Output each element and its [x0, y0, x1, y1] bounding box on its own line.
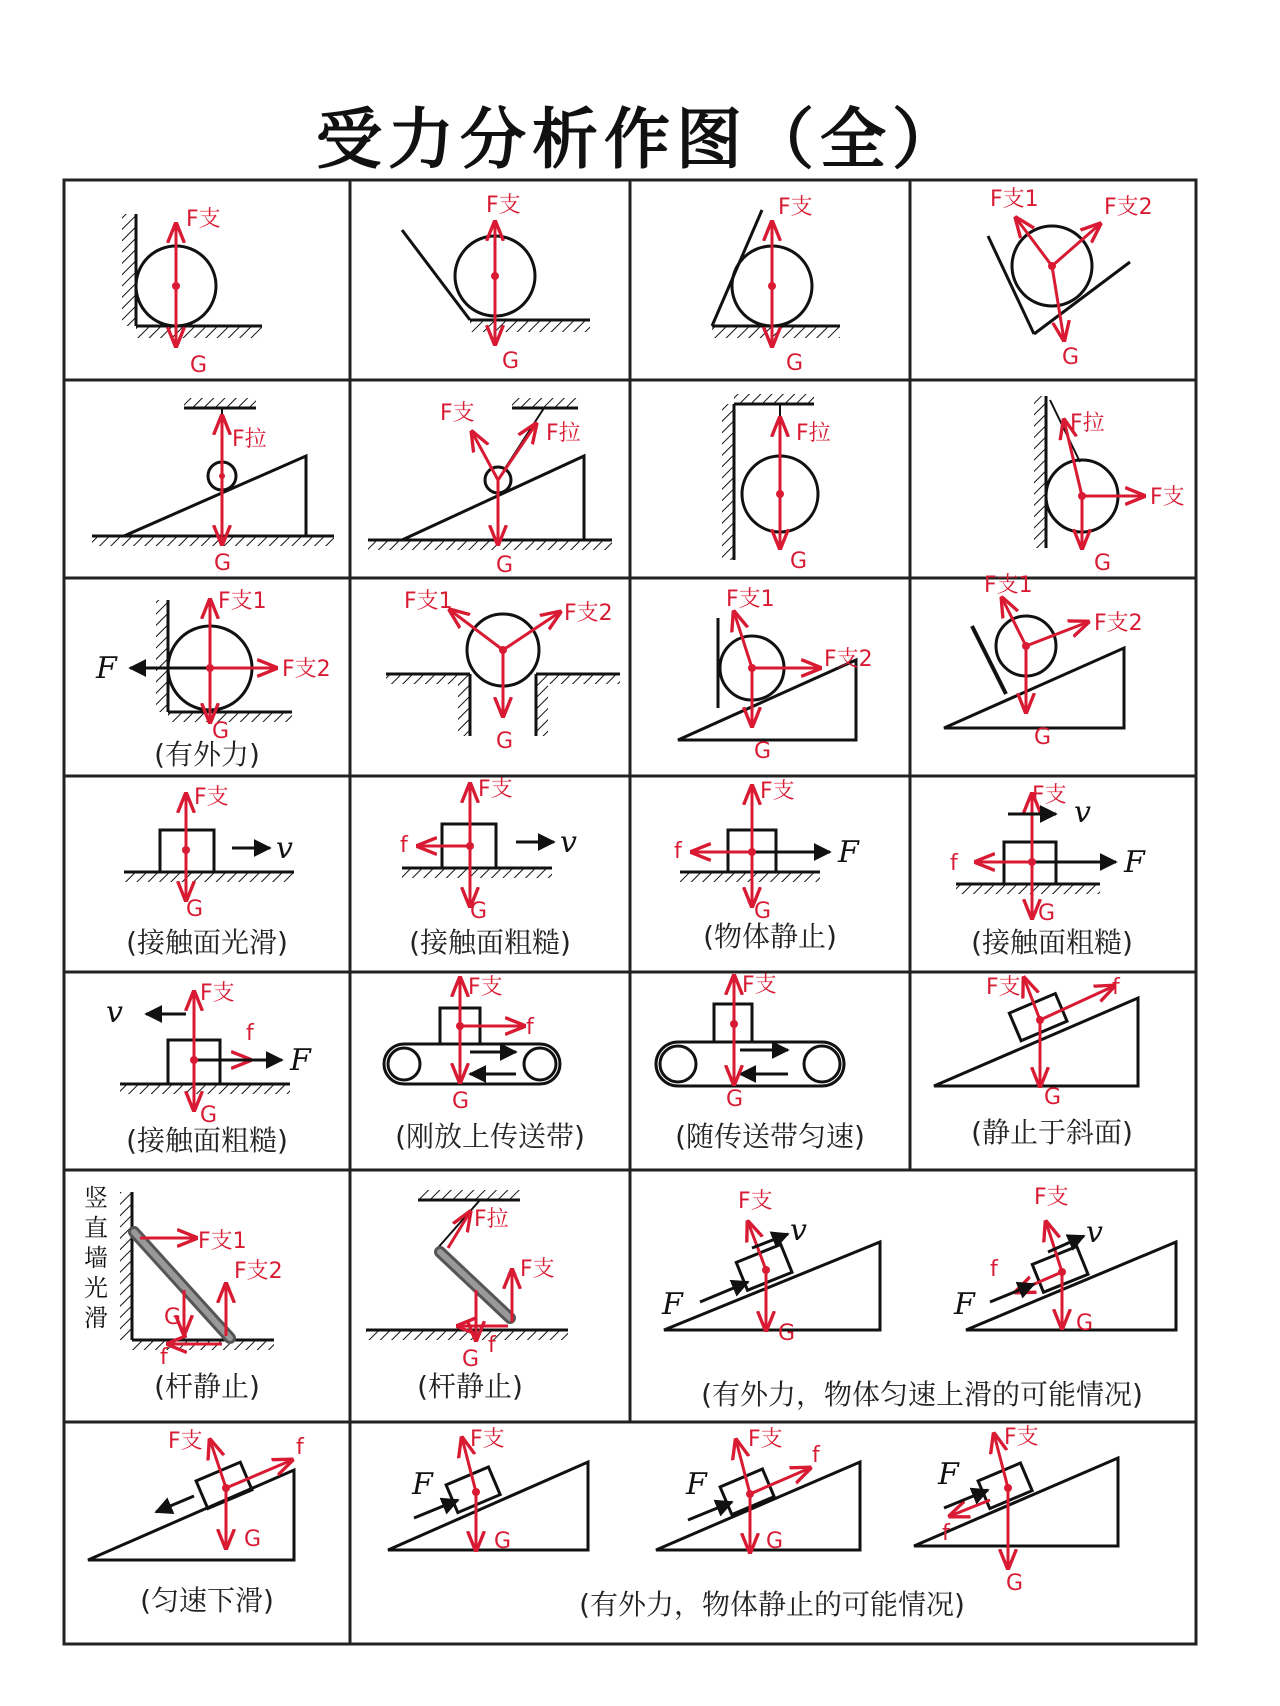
label-normal-force-2: F支2: [564, 601, 613, 626]
cell-r3c3: [678, 587, 873, 764]
label-normal-force: F支: [470, 1427, 505, 1452]
page-title: 受力分析作图（全）: [316, 101, 964, 178]
label-tension: F拉: [546, 421, 581, 446]
label-gravity: G: [470, 899, 488, 924]
cell-r1c1: [122, 207, 262, 378]
caption: (接触面粗糙): [126, 1124, 288, 1157]
cell-r7c1: [88, 1429, 305, 1617]
label-friction: f: [1112, 975, 1120, 1000]
label-gravity: G: [1034, 725, 1052, 750]
label-external-force: F: [938, 1457, 959, 1492]
label-friction: f: [488, 1333, 496, 1358]
cell-r4c4: [950, 783, 1146, 959]
label-normal-force-1: F支1: [218, 589, 267, 614]
cell-r5c4: [934, 975, 1138, 1149]
label-normal-force: F支: [778, 195, 813, 220]
label-gravity: G: [754, 899, 772, 924]
label-normal-force-2: F支2: [282, 657, 331, 682]
label-velocity: v: [106, 995, 123, 1030]
label-normal-force: F支: [742, 973, 777, 998]
cell-r2c3: [722, 394, 831, 574]
caption: (杆静止): [417, 1370, 523, 1403]
label-gravity: G: [164, 1305, 182, 1330]
label-normal-force: F支: [1034, 1185, 1069, 1210]
label-normal-force-2: F支2: [1094, 611, 1143, 636]
label-gravity: G: [496, 553, 514, 578]
label-gravity: G: [186, 897, 204, 922]
cell-r4c1: [124, 785, 294, 959]
label-external-force: F: [96, 651, 117, 686]
side-note-wall-smooth: 竖直墙光滑: [84, 1184, 108, 1332]
label-external-force: F: [1124, 845, 1145, 880]
cell-r6c1: [84, 1184, 283, 1403]
cell-r2c1: [92, 398, 334, 576]
label-gravity: G: [502, 349, 520, 374]
cell-r6c2: [366, 1190, 568, 1403]
label-external-force: F: [686, 1467, 707, 1502]
caption: (随传送带匀速): [675, 1120, 865, 1153]
caption: (物体静止): [703, 920, 837, 953]
label-normal-force: F支: [520, 1257, 555, 1282]
label-gravity: G: [790, 549, 808, 574]
label-normal-force: F支: [1004, 1425, 1039, 1450]
cell-r5c3: [656, 973, 865, 1153]
caption: (杆静止): [154, 1370, 260, 1403]
label-tension: F拉: [796, 421, 831, 446]
label-normal-force: F支: [468, 975, 503, 1000]
label-tension: F拉: [1070, 411, 1105, 436]
label-external-force: F: [290, 1043, 311, 1078]
label-external-force: F: [838, 835, 859, 870]
label-friction: f: [160, 1345, 168, 1370]
label-normal-force: F支: [1150, 485, 1185, 510]
label-velocity: v: [1074, 795, 1091, 830]
caption: (有外力，物体匀速上滑的可能情况): [701, 1378, 1143, 1411]
label-gravity: G: [1044, 1085, 1062, 1110]
label-normal-force-1: F支1: [726, 587, 775, 612]
label-normal-force: F支: [1032, 783, 1067, 808]
label-normal-force: F支: [748, 1427, 783, 1452]
label-normal-force-2: F支2: [234, 1259, 283, 1284]
label-gravity: G: [1076, 1311, 1094, 1336]
label-gravity: G: [244, 1527, 262, 1552]
label-normal-force-2: F支2: [1104, 195, 1153, 220]
label-velocity: v: [790, 1213, 807, 1248]
label-normal-force: F支: [760, 779, 795, 804]
label-friction: f: [674, 839, 682, 864]
label-gravity: G: [214, 551, 232, 576]
caption: (有外力): [154, 738, 260, 771]
cell-r7c2: [388, 1425, 1118, 1621]
cell-r3c2: [386, 589, 620, 754]
label-velocity: v: [560, 825, 577, 860]
label-normal-force-1: F支1: [990, 187, 1039, 212]
label-normal-force-1: F支1: [198, 1229, 247, 1254]
caption: (接触面光滑): [126, 926, 288, 959]
cell-r6c3: [661, 1185, 1176, 1411]
label-gravity: G: [754, 739, 772, 764]
cell-r2c2: [368, 398, 612, 578]
label-friction: f: [526, 1015, 534, 1040]
label-tension: F拉: [474, 1207, 509, 1232]
label-gravity: G: [212, 719, 230, 744]
label-velocity: v: [1086, 1215, 1103, 1250]
label-gravity: G: [494, 1529, 512, 1554]
label-normal-force: F支: [738, 1189, 773, 1214]
cell-r1c4: [988, 187, 1153, 370]
label-normal-force-1: F支1: [404, 589, 453, 614]
label-normal-force: F支: [200, 981, 235, 1006]
caption: (接触面粗糙): [409, 926, 571, 959]
label-gravity: G: [726, 1087, 744, 1112]
cell-r5c1: [106, 981, 312, 1157]
label-normal-force: F支: [986, 975, 1021, 1000]
cell-r1c3: [712, 195, 840, 376]
label-gravity: G: [1062, 345, 1080, 370]
caption: (有外力，物体静止的可能情况): [579, 1588, 965, 1621]
label-external-force: F: [954, 1287, 975, 1322]
label-gravity: G: [778, 1321, 796, 1346]
label-normal-force: F支: [186, 207, 221, 232]
label-gravity: G: [1006, 1571, 1024, 1596]
cell-r4c2: [400, 777, 577, 959]
label-gravity: G: [1038, 901, 1056, 926]
label-gravity: G: [200, 1103, 218, 1128]
label-friction: f: [246, 1021, 254, 1046]
label-friction: f: [296, 1435, 304, 1460]
caption: (匀速下滑): [140, 1584, 274, 1617]
label-normal-force: F支: [486, 193, 521, 218]
caption: (静止于斜面): [971, 1116, 1133, 1149]
label-velocity: v: [276, 831, 293, 866]
caption: (刚放上传送带): [395, 1120, 585, 1153]
label-normal-force-2: F支2: [824, 647, 873, 672]
cell-r1c2: [402, 193, 590, 374]
label-gravity: G: [496, 729, 514, 754]
cell-r3c4: [944, 573, 1143, 750]
label-normal-force: F支: [478, 777, 513, 802]
label-gravity: G: [786, 351, 804, 376]
label-gravity: G: [766, 1529, 784, 1554]
label-gravity: G: [452, 1089, 470, 1114]
label-gravity: G: [190, 353, 208, 378]
label-normal-force-1: F支1: [984, 573, 1033, 598]
label-normal-force: F支: [440, 401, 475, 426]
label-friction: f: [950, 851, 958, 876]
cell-r4c3: [674, 779, 860, 953]
label-normal-force: F支: [194, 785, 229, 810]
label-external-force: F: [412, 1467, 433, 1502]
label-friction: f: [400, 833, 408, 858]
label-gravity: G: [462, 1347, 480, 1372]
label-gravity: G: [1094, 551, 1112, 576]
caption: (接触面粗糙): [971, 926, 1133, 959]
cell-r5c2: [384, 975, 585, 1153]
cell-r3c1: [95, 589, 331, 771]
label-tension: F拉: [232, 427, 267, 452]
label-friction: f: [990, 1257, 998, 1282]
label-friction: f: [812, 1443, 820, 1468]
cell-r2c4: [1034, 396, 1185, 576]
label-external-force: F: [662, 1287, 683, 1322]
label-normal-force: F支: [168, 1429, 203, 1454]
label-friction: f: [942, 1521, 950, 1546]
